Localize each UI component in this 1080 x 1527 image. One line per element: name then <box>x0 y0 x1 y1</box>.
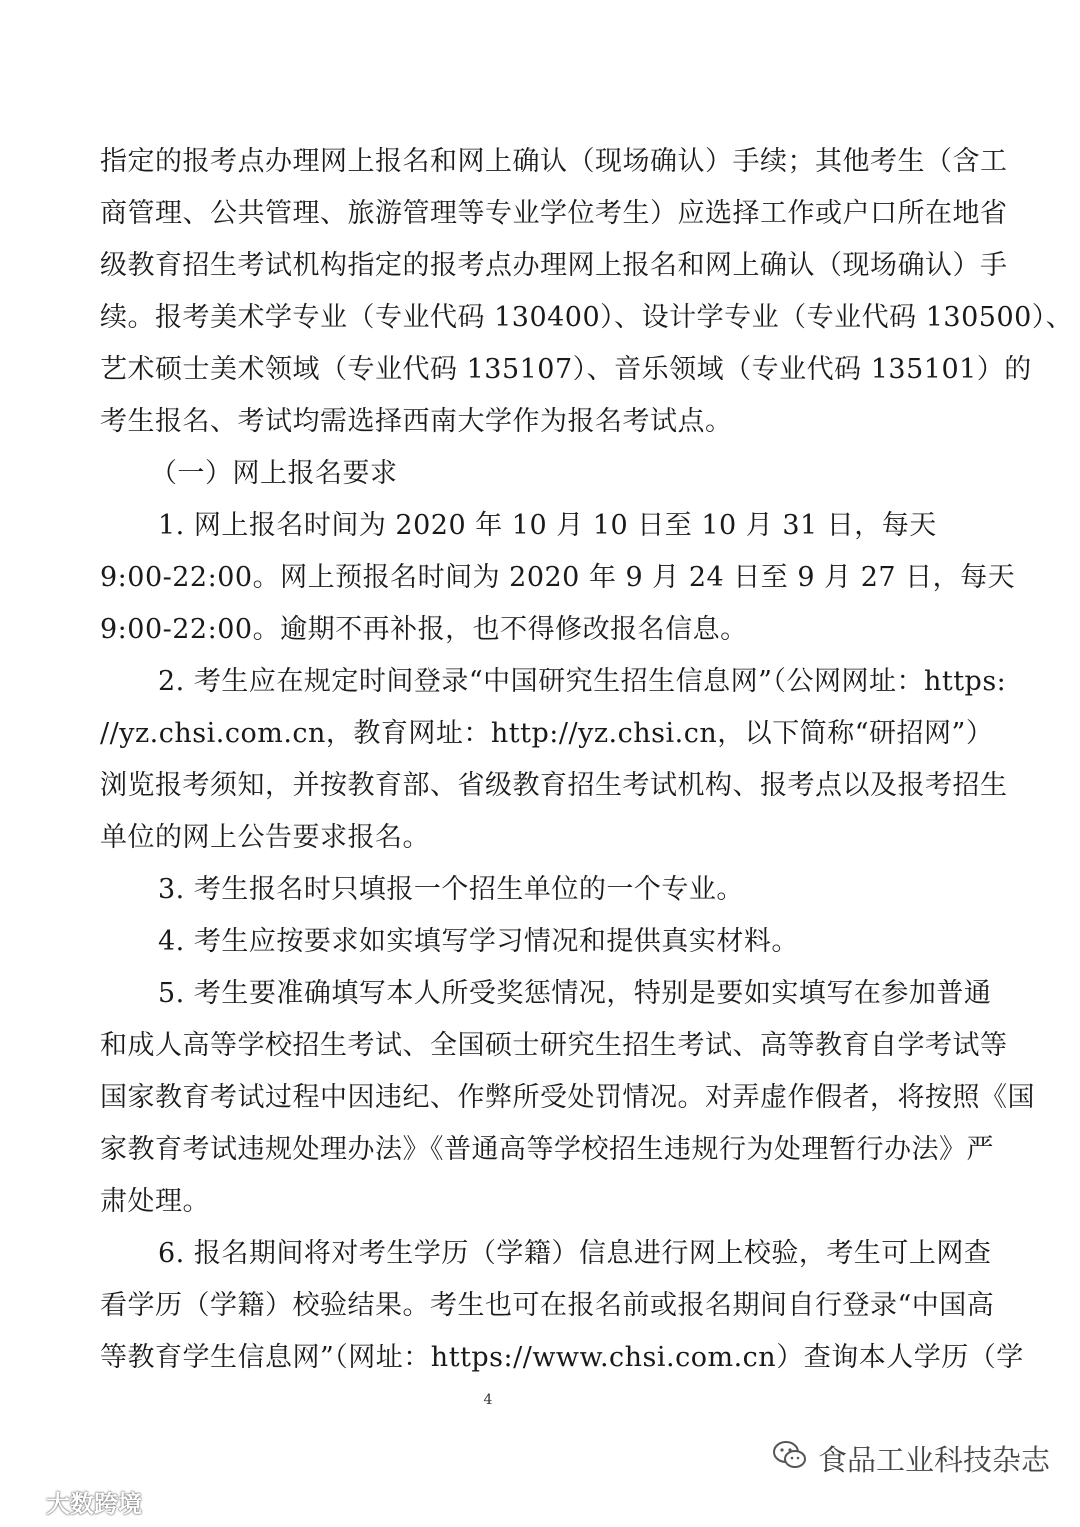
text-line: 5. 考生要准确填写本人所受奖惩情况，特别是要如实填写在参加普通 <box>158 978 992 1009</box>
text-line: 艺术硕士美术领域（专业代码 135107）、音乐领域（专业代码 135101）的 <box>100 354 1032 385</box>
text-line: //yz.chsi.com.cn，教育网址：http://yz.chsi.cn，以下简称“研招网”） <box>100 718 994 749</box>
text-line: 家教育考试违规处理办法》《普通高等学校招生违规行为处理暂行办法》严 <box>100 1134 994 1165</box>
source-watermark <box>772 1438 1050 1479</box>
text-line: 商管理、公共管理、旅游管理等专业学位考生）应选择工作或户口所在地省 <box>100 198 1008 229</box>
section-heading: （一）网上报名要求 <box>150 458 398 489</box>
wechat-icon <box>772 1440 808 1477</box>
text-line: 9:00-22:00。网上预报名时间为 2020 年 9 月 24 日至 9 月 27 日，每天 <box>100 562 1016 593</box>
text-line: 2. 考生应在规定时间登录“中国研究生招生信息网”（公网网址：https: <box>158 666 1007 697</box>
text-line: 考生报名、考试均需选择西南大学作为报名考试点。 <box>100 406 733 437</box>
weibo-icon <box>6 1486 40 1518</box>
page-number: 4 <box>483 1392 493 1408</box>
corner-watermark <box>6 1484 142 1519</box>
text-line: 等教育学生信息网”（网址：https://www.chsi.com.cn）查询本人学历（学 <box>100 1342 1024 1373</box>
text-line: 6. 报名期间将对考生学历（学籍）信息进行网上校验，考生可上网查 <box>158 1238 992 1269</box>
text-line: 国家教育考试过程中因违纪、作弊所受处罚情况。对弄虚作假者，将按照《国 <box>100 1082 1035 1113</box>
text-line: 3. 考生报名时只填报一个招生单位的一个专业。 <box>158 874 744 905</box>
text-line: 指定的报考点办理网上报名和网上确认（现场确认）手续；其他考生（含工 <box>100 146 1008 177</box>
text-line: 级教育招生考试机构指定的报考点办理网上报名和网上确认（现场确认）手 <box>100 250 1008 281</box>
text-line: 浏览报考须知，并按教育部、省级教育招生考试机构、报考点以及报考招生 <box>100 770 1008 801</box>
text-line: 1. 网上报名时间为 2020 年 10 月 10 日至 10 月 31 日，每天 <box>158 510 937 541</box>
text-line: 9:00-22:00。逾期不再补报，也不得修改报名信息。 <box>100 614 748 645</box>
corner-watermark-text: 大数跨境 <box>46 1490 142 1518</box>
text-line: 肃处理。 <box>100 1186 210 1217</box>
text-line: 单位的网上公告要求报名。 <box>100 822 430 853</box>
text-line: 和成人高等学校招生考试、全国硕士研究生招生考试、高等教育自学考试等 <box>100 1030 1008 1061</box>
text-line: 看学历（学籍）校验结果。考生也可在报名前或报名期间自行登录“中国高 <box>100 1290 995 1321</box>
text-line: 4. 考生应按要求如实填写学习情况和提供真实材料。 <box>158 926 799 957</box>
source-watermark-text: 食品工业科技杂志 <box>817 1443 1050 1477</box>
text-line: 续。报考美术学专业（专业代码 130400）、设计学专业（专业代码 130500）、 <box>100 302 1074 333</box>
